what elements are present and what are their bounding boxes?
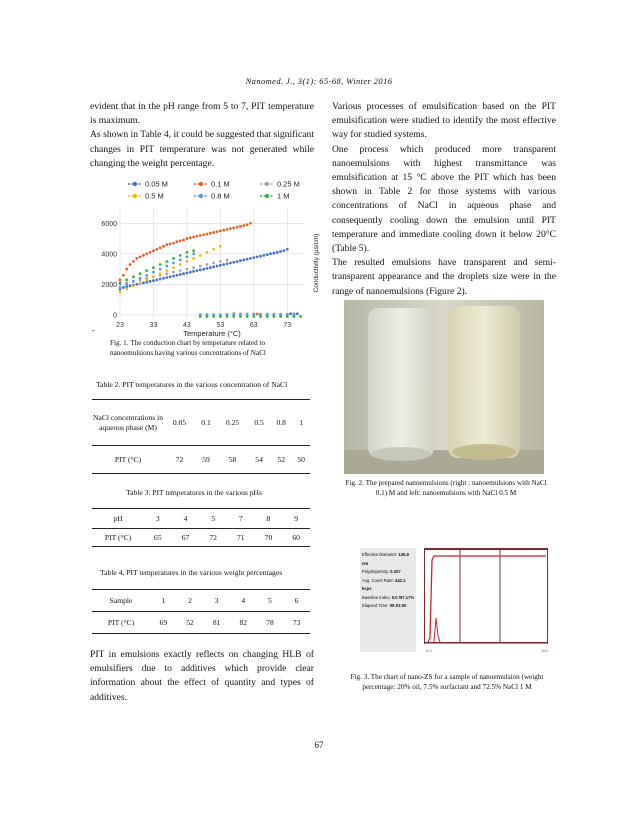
data-point xyxy=(199,315,202,318)
table-cell: 7 xyxy=(227,509,255,529)
nanoemulsion-vials-image xyxy=(344,300,544,474)
data-point xyxy=(132,280,135,283)
data-point xyxy=(279,315,282,318)
data-point xyxy=(296,312,299,315)
data-point xyxy=(122,274,125,277)
table-cell: 0.8 xyxy=(270,400,292,446)
data-point xyxy=(132,275,135,278)
table-4-title: Table 4. PIT temperatures in the various weight percentages xyxy=(100,568,283,577)
table-cell: 73 xyxy=(283,612,310,634)
legend-marker xyxy=(265,182,269,186)
stat-label: Elapsed Time: xyxy=(362,603,389,608)
data-point xyxy=(129,285,132,288)
stat-value: 442.1 kcps xyxy=(362,577,406,591)
stat-label: Baseline Index: xyxy=(362,594,391,600)
data-point xyxy=(149,251,152,254)
table-cell: 65 xyxy=(144,529,172,547)
table-cell: 52 xyxy=(177,612,204,634)
y-tick-label: 2000 xyxy=(101,281,117,289)
data-point xyxy=(192,270,195,273)
data-point xyxy=(135,257,138,260)
x-tick-label: 53 xyxy=(216,322,225,329)
data-point xyxy=(269,252,272,255)
legend-marker xyxy=(133,194,137,198)
data-point xyxy=(222,229,225,232)
data-point xyxy=(155,278,158,281)
table-cell: 59 xyxy=(195,446,217,474)
data-point xyxy=(242,224,245,227)
data-point xyxy=(252,256,255,259)
data-point xyxy=(226,228,229,231)
table-cell: 5 xyxy=(257,590,284,612)
table-cell: 6 xyxy=(283,590,310,612)
x-tick-label: 23 xyxy=(116,322,124,329)
table-cell: 3 xyxy=(144,509,172,529)
page-number: 67 xyxy=(314,740,324,750)
data-point xyxy=(206,267,209,270)
data-point xyxy=(165,260,168,263)
table-cell: 4 xyxy=(172,509,200,529)
data-point xyxy=(206,233,209,236)
data-point xyxy=(279,250,282,253)
data-point xyxy=(246,315,249,318)
data-point xyxy=(125,278,128,281)
data-point xyxy=(162,277,165,280)
data-point xyxy=(212,315,215,318)
data-point xyxy=(125,268,128,271)
stat-value: 0.307 xyxy=(390,569,401,574)
data-point xyxy=(239,315,242,318)
data-point xyxy=(139,255,142,258)
data-point xyxy=(192,252,195,255)
data-point xyxy=(186,255,189,258)
data-point xyxy=(125,283,128,286)
y-tick-label: 6000 xyxy=(101,220,117,228)
stat-value: 0.0 /97.17% xyxy=(391,594,415,600)
data-point xyxy=(152,279,155,282)
data-point xyxy=(142,281,145,284)
legend-label: 0.5 M xyxy=(145,191,164,201)
data-point xyxy=(252,315,255,318)
legend-marker xyxy=(199,182,203,186)
table-cell: 60 xyxy=(282,529,310,547)
data-point xyxy=(182,272,185,275)
svg-text:0.0: 0.0 xyxy=(426,648,432,653)
data-point xyxy=(175,240,178,243)
data-point xyxy=(266,315,269,318)
data-point xyxy=(152,275,155,278)
left-bottom-text xyxy=(90,648,314,705)
data-point xyxy=(172,242,175,245)
data-point xyxy=(135,283,138,286)
data-point xyxy=(199,234,202,237)
data-point xyxy=(219,315,222,318)
data-point xyxy=(256,255,259,258)
table-cell: 3 xyxy=(203,590,230,612)
data-point xyxy=(172,266,175,269)
data-point xyxy=(202,233,205,236)
data-point xyxy=(249,222,252,225)
table-cell: 5 xyxy=(199,509,227,529)
data-point xyxy=(209,232,212,235)
data-point xyxy=(216,230,219,233)
data-point xyxy=(132,285,135,288)
data-point xyxy=(139,277,142,280)
data-point xyxy=(236,260,239,263)
data-point xyxy=(182,239,185,242)
legend-label: 0.25 M xyxy=(277,179,300,189)
data-point xyxy=(226,259,229,262)
data-point xyxy=(159,268,162,271)
data-point xyxy=(192,249,195,252)
data-point xyxy=(172,275,175,278)
data-point xyxy=(202,268,205,271)
data-point xyxy=(119,281,122,284)
table-cell: 1 xyxy=(292,400,310,446)
data-point xyxy=(152,266,155,269)
table-cell: 82 xyxy=(230,612,257,634)
data-point xyxy=(232,226,235,229)
data-point xyxy=(125,288,128,291)
data-point xyxy=(232,261,235,264)
paragraph: PIT in emulsions exactly reflects on changing HLB of emulsifiers due to additives which provide clear information about the effect of quantity and types of additives. xyxy=(90,649,314,703)
table-cell: 0.1 xyxy=(195,400,217,446)
legend-label: 0.05 M xyxy=(145,179,168,189)
data-point xyxy=(159,272,162,275)
data-point xyxy=(186,272,189,275)
data-point xyxy=(212,262,215,265)
x-tick-label: 33 xyxy=(149,322,158,329)
figure-1-caption: Fig. 1. The conduction chart by temperature related to nanoemulsions having various concentrations of NaCl xyxy=(110,339,266,357)
figure-2-photo xyxy=(344,300,544,474)
data-point xyxy=(222,263,225,266)
figure-1-chart xyxy=(100,176,324,342)
data-point xyxy=(266,253,269,256)
data-point xyxy=(283,249,286,252)
data-point xyxy=(162,245,165,248)
figure-3-caption: Fig. 3. The chart of nano-ZS for a sample of nanoemulsion (weight percentage: 20% oil, 7.5% surfactant and 72.5% NaCl 1 M xyxy=(350,673,544,691)
data-point xyxy=(276,251,279,254)
data-point xyxy=(189,271,192,274)
data-point xyxy=(179,239,182,242)
paragraph: The resulted emulsions have transparent and semi-transparent appearance and the droplets size were in the range of nanoemulsions (Figure 2). xyxy=(332,257,556,297)
y-tick-label: 0 xyxy=(113,312,117,320)
paragraph: Various processes of emulsification based on the PIT emulsification were studied to identify the most effective way for studied systems. xyxy=(332,101,556,141)
data-point xyxy=(246,223,249,226)
table-cell: 58 xyxy=(217,446,248,474)
table-header-label: pH xyxy=(92,509,144,529)
data-point xyxy=(289,312,292,315)
legend-marker xyxy=(199,194,203,198)
table-cell: 9 xyxy=(282,509,310,529)
data-point xyxy=(206,315,209,318)
data-point xyxy=(232,315,235,318)
legend-marker xyxy=(133,182,137,186)
stat-value: 00:03:00 xyxy=(389,603,407,608)
data-point xyxy=(132,260,135,263)
table-header-label: NaCl concentrations in aqueous phase (M) xyxy=(92,400,164,446)
table-row-label: PIT (°C) xyxy=(92,446,164,474)
data-point xyxy=(159,278,162,281)
y-tick-label: 4000 xyxy=(101,251,117,259)
fig3-stats-panel xyxy=(362,551,416,611)
data-point xyxy=(179,259,182,262)
table-4 xyxy=(92,589,310,634)
data-point xyxy=(256,313,259,316)
data-point xyxy=(186,260,189,263)
data-point xyxy=(212,265,215,268)
data-point xyxy=(152,271,155,274)
legend-label: 0.1 M xyxy=(211,179,230,189)
table-cell: 78 xyxy=(257,612,284,634)
figure-2-caption: Fig. 2. The prepared nanoemulsions (right : nanoemulsions with NaCl 0.1) M and left: nanoemulsions with NaCl 0.5 M xyxy=(345,479,547,497)
table-cell: 70 xyxy=(255,529,283,547)
left-intro-text xyxy=(90,100,314,171)
data-point xyxy=(212,231,215,234)
table-cell: 52 xyxy=(270,446,292,474)
data-point xyxy=(186,237,189,240)
data-point xyxy=(165,272,168,275)
data-point xyxy=(179,273,182,276)
table-cell: 81 xyxy=(203,612,230,634)
data-point xyxy=(165,265,168,268)
data-point xyxy=(165,243,168,246)
stat-label: Polydispersity: xyxy=(362,569,389,574)
table-cell: 2 xyxy=(177,590,204,612)
data-point xyxy=(242,259,245,262)
data-point xyxy=(293,315,296,318)
table-cell: 71 xyxy=(227,529,255,547)
data-point xyxy=(145,274,148,277)
data-point xyxy=(286,315,289,318)
table-row-label: PIT (°C) xyxy=(92,612,150,634)
y-axis-label: Conductivity (µs/cm) xyxy=(313,233,320,293)
data-point xyxy=(145,252,148,255)
data-point xyxy=(175,274,178,277)
table-cell: 8 xyxy=(255,509,283,529)
data-point xyxy=(192,266,195,269)
data-point xyxy=(145,269,148,272)
data-point xyxy=(165,269,168,272)
stat-value: 135.9 nm xyxy=(362,552,409,566)
paragraph: As shown in Table 4, it could be suggested that significant changes in PIT temperature was not generated while changing the weight percentage. xyxy=(90,129,314,169)
data-point xyxy=(179,269,182,272)
data-point xyxy=(139,272,142,275)
data-point xyxy=(159,246,162,249)
data-point xyxy=(206,263,209,266)
data-point xyxy=(259,315,262,318)
table-header-label: Sample xyxy=(92,590,150,612)
data-point xyxy=(199,265,202,268)
table-cell: 0.25 xyxy=(217,400,248,446)
table-3-title: Table 3. PIT temperatures in the various pHs xyxy=(126,488,262,497)
data-point xyxy=(196,269,199,272)
stray-mark: - xyxy=(92,326,95,335)
table-cell: 0.05 xyxy=(164,400,195,446)
data-point xyxy=(226,262,229,265)
data-point xyxy=(229,227,232,230)
data-point xyxy=(226,315,229,318)
data-point xyxy=(122,286,125,289)
data-point xyxy=(145,278,148,281)
data-point xyxy=(119,286,122,289)
table-cell: 4 xyxy=(230,590,257,612)
table-cell: 67 xyxy=(172,529,200,547)
data-point xyxy=(172,262,175,265)
data-point xyxy=(179,254,182,257)
data-point xyxy=(155,248,158,251)
stat-label: Avg. Count Rate: xyxy=(362,577,394,583)
x-tick-label: 63 xyxy=(249,322,258,329)
data-point xyxy=(129,263,132,266)
data-point xyxy=(262,254,265,257)
data-point xyxy=(186,268,189,271)
table-cell: 72 xyxy=(199,529,227,547)
data-point xyxy=(159,263,162,266)
legend-label: 1 M xyxy=(277,191,290,201)
data-point xyxy=(186,251,189,254)
data-point xyxy=(119,278,122,281)
data-point xyxy=(239,225,242,228)
data-point xyxy=(169,243,172,246)
data-point xyxy=(229,262,232,265)
table-cell: 54 xyxy=(248,446,270,474)
stat-label: Effective Diameter: xyxy=(362,552,398,557)
table-cell: 1 xyxy=(150,590,177,612)
data-point xyxy=(212,248,215,251)
data-point xyxy=(199,268,202,271)
data-point xyxy=(189,236,192,239)
data-point xyxy=(119,291,122,294)
data-point xyxy=(192,236,195,239)
running-header: Nanomed. J., 3(1): 65-68, Winter 2016 xyxy=(245,76,393,86)
legend-marker xyxy=(265,194,269,198)
data-point xyxy=(142,254,145,257)
data-point xyxy=(152,249,155,252)
table-cell: 69 xyxy=(150,612,177,634)
table-cell: 72 xyxy=(164,446,195,474)
conductivity-chart xyxy=(100,176,324,342)
data-point xyxy=(219,264,222,267)
data-point xyxy=(299,315,302,318)
figure-3-chart xyxy=(360,548,550,658)
data-point xyxy=(172,257,175,260)
svg-text:100: 100 xyxy=(541,648,548,653)
data-point xyxy=(196,235,199,238)
data-point xyxy=(139,281,142,284)
data-point xyxy=(169,275,172,278)
data-point xyxy=(216,265,219,268)
data-point xyxy=(246,258,249,261)
table-row-label: PIT (°C) xyxy=(92,529,144,547)
data-point xyxy=(249,257,252,260)
right-column-text xyxy=(332,100,556,299)
x-tick-label: 43 xyxy=(183,322,191,329)
data-point xyxy=(149,280,152,283)
data-point xyxy=(206,251,209,254)
data-point xyxy=(192,257,195,260)
legend-label: 0.8 M xyxy=(211,191,230,201)
data-point xyxy=(179,263,182,266)
data-point xyxy=(165,276,168,279)
paragraph: One process which produced more transparent nanoemulsions with highest transmittance was emulsification at 15 °C above the PIT which has been shown in Table 2 for those systems with various concentrations of NaCl in aqueous phase and consequently cooling down the emulsion until PIT temperature and immediate cooling down it below 20°C (Table 5). xyxy=(332,143,556,255)
paragraph: evident that in the pH range from 5 to 7, PIT temperature is maximum. xyxy=(90,101,314,127)
table-2-title: Table 2. PIT temperatures in the various concentration of NaCl xyxy=(96,380,288,389)
data-point xyxy=(236,226,239,229)
data-point xyxy=(272,315,275,318)
data-point xyxy=(209,266,212,269)
data-point xyxy=(199,254,202,257)
data-point xyxy=(219,260,222,263)
data-point xyxy=(219,230,222,233)
table-cell: 0.5 xyxy=(248,400,270,446)
data-point xyxy=(239,259,242,262)
table-cell: 50 xyxy=(292,446,310,474)
data-point xyxy=(259,255,262,258)
x-tick-label: 73 xyxy=(283,322,292,329)
data-point xyxy=(172,271,175,274)
table-3 xyxy=(92,508,310,547)
table-2 xyxy=(92,399,310,474)
data-point xyxy=(286,248,289,251)
data-point xyxy=(219,245,222,248)
x-axis-label: Temperature (°C) xyxy=(183,329,241,338)
data-point xyxy=(272,252,275,255)
